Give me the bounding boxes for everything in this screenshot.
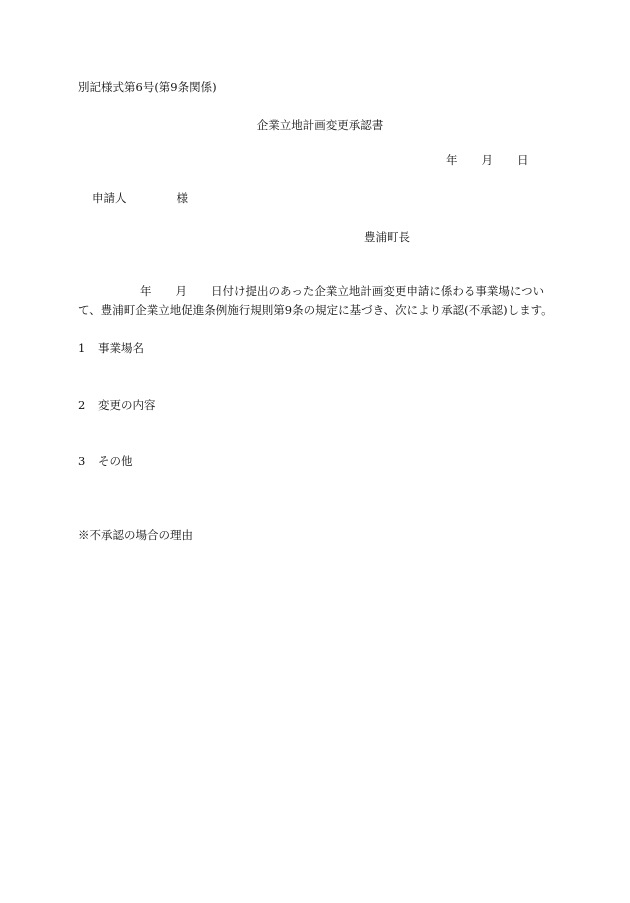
date-month-label: 月 — [481, 153, 493, 167]
body-text-line-2: て、豊浦町企業立地促進条例施行規則第9条の規定に基づき、次により承認(不承認)します。 — [78, 303, 553, 317]
item-label: 変更の内容 — [98, 398, 156, 412]
item-change-details — [78, 400, 156, 412]
body-line1-text: 日付け提出のあった企業立地計画変更申請に係わる事業場につい — [211, 284, 545, 298]
date-line — [446, 155, 529, 167]
item-other — [78, 456, 133, 468]
item-number: 3 — [78, 454, 86, 468]
body-year-label: 年 — [140, 284, 152, 298]
issuer-name: 豊浦町長 — [364, 230, 410, 244]
document-title: 企業立地計画変更承認書 — [256, 118, 384, 132]
item-number: 2 — [78, 398, 86, 412]
body-text-line-1 — [140, 286, 544, 298]
item-business-site-name — [78, 343, 144, 355]
item-label: 事業場名 — [98, 341, 144, 355]
date-year-label: 年 — [446, 153, 458, 167]
rejection-reason-label: ※不承認の場合の理由 — [78, 528, 193, 542]
item-number: 1 — [78, 341, 86, 355]
applicant-honorific: 様 — [176, 191, 188, 205]
date-day-label: 日 — [517, 153, 529, 167]
applicant-line — [92, 193, 188, 205]
body-month-label: 月 — [175, 284, 187, 298]
item-label: その他 — [98, 454, 133, 468]
form-number: 別記様式第6号(第9条関係) — [78, 80, 217, 94]
applicant-label: 申請人 — [92, 191, 127, 205]
